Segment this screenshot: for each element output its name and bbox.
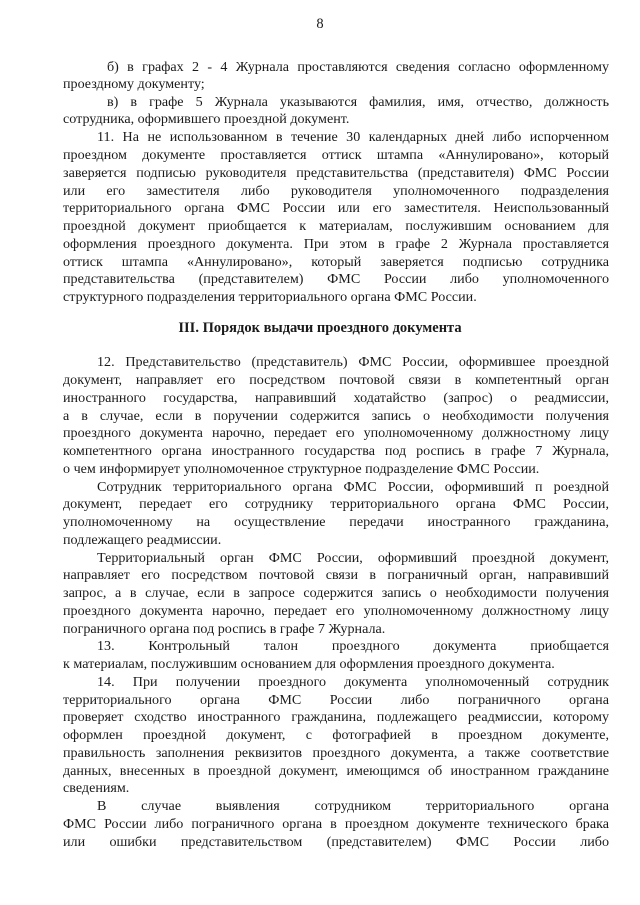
text-line: иностранного государства, направивший ходатайство (запрос) о реадмиссии, <box>63 390 609 406</box>
text-line: или ошибки представительством (представителем) ФМС России либо <box>63 834 609 850</box>
text-line: ФМС России либо пограничного органа в проездном документе технического брака <box>63 816 609 832</box>
text-line: заверяется подписью руководителя представительства (представителя) ФМС России <box>63 165 609 181</box>
text-line: правильность заполнения реквизитов проездного документа, а также соответствие <box>63 745 609 761</box>
page-number: 8 <box>316 16 324 32</box>
text-line: проездного документа нарочно, передает его уполномоченному должностному лицу <box>63 425 609 441</box>
text-line: в) в графе 5 Журнала указываются фамилия, имя, отчество, должность <box>107 94 609 110</box>
text-line: а в случае, если в поручении содержится запись о необходимости получения <box>63 408 609 424</box>
text-line: проездного документа нарочно, передает его уполномоченному должностному лицу <box>63 603 609 619</box>
text-line: Территориальный орган ФМС России, оформивший проездной документ, <box>97 550 609 566</box>
text-line: проездному документу; <box>63 76 205 92</box>
text-line: о чем информирует уполномоченное структурное подразделение ФМС России. <box>63 461 540 477</box>
text-line: или его заместителя либо руководителя уполномоченного подразделения <box>63 183 609 199</box>
text-line: 14. При получении проездного документа уполномоченный сотрудник <box>97 674 609 690</box>
text-line: 12. Представительство (представитель) ФМС России, оформившее проездной <box>97 354 609 370</box>
text-line: б) в графах 2 - 4 Журнала проставляются сведения согласно оформленному <box>107 59 609 75</box>
text-line: Сотрудник территориального органа ФМС России, оформивший п роездной <box>97 479 609 495</box>
text-line: территориального органа ФМС России либо пограничного органа <box>63 692 609 708</box>
text-line: проездной документ приобщается к материалам, послужившим основанием для <box>63 218 609 234</box>
text-line: проверяет сходство иностранного гражданина, подлежащего реадмиссии, которому <box>63 709 609 725</box>
text-line: данных, внесенных в проездной документ, имеющимся об иностранном гражданине <box>63 763 609 779</box>
text-line: проездном документе проставляется оттиск штампа «Аннулировано», который <box>63 147 609 163</box>
text-line: представительства (представителем) ФМС России либо уполномоченного <box>63 271 609 287</box>
section-heading: III. Порядок выдачи проездного документа <box>178 320 462 336</box>
text-line: оформлен проездной документ, с фотографией в проездном документе, <box>63 727 609 743</box>
text-line: 11. На не использованном в течение 30 календарных дней либо испорченном <box>97 129 609 145</box>
text-line: сотрудника, оформившего проездной документ. <box>63 111 350 127</box>
text-line: компетентного органа иностранного государства под роспись в графе 7 Журнала, <box>63 443 609 459</box>
text-line: запрос, а в случае, если в запросе содержится запись о необходимости получения <box>63 585 609 601</box>
text-line: уполномоченному на осуществление передачи иностранного гражданина, <box>63 514 609 530</box>
text-line: документ, направляет его посредством почтовой связи в компетентный орган <box>63 372 609 388</box>
text-line: В случае выявления сотрудником территориального органа <box>97 798 609 814</box>
text-line: сведениям. <box>63 780 130 796</box>
text-line: направляет его посредством почтовой связи в пограничный орган, направивший <box>63 567 609 583</box>
text-line: территориального органа ФМС России или его заместителя. Неиспользованный <box>63 200 609 216</box>
text-line: 13. Контрольный талон проездного документа приобщается <box>97 638 609 654</box>
text-line: подлежащего реадмиссии. <box>63 532 222 548</box>
text-line: документ, передает его сотруднику территориального органа ФМС России, <box>63 496 609 512</box>
text-line: оттиск штампа «Аннулировано», который заверяется подписью сотрудника <box>63 254 609 270</box>
text-line: к материалам, послужившим основанием для оформления проездного документа. <box>63 656 555 672</box>
text-line: пограничного органа под роспись в графе 7 Журнала. <box>63 621 386 637</box>
text-line: оформления проездного документа. При этом в графе 2 Журнала проставляется <box>63 236 609 252</box>
text-line: структурного подразделения территориального органа ФМС России. <box>63 289 477 305</box>
